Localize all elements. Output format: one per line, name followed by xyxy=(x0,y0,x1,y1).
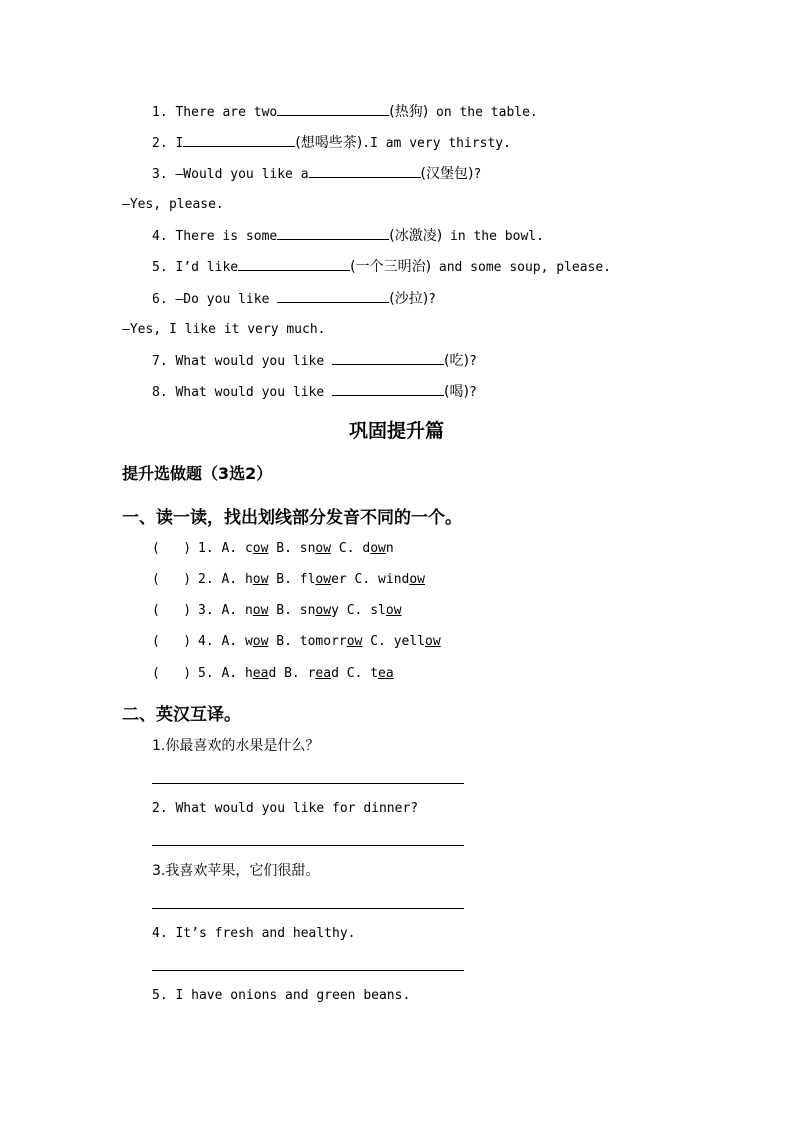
pronunciation-item-4: ( ) 4. A. wow B. tomorrow C. yellow xyxy=(152,634,441,649)
underlined-letters: ow xyxy=(252,541,269,556)
underlined-letters: ow xyxy=(315,572,332,587)
item-text: There are two xyxy=(175,105,278,120)
translate-item-4: 4. It’s fresh and healthy. xyxy=(152,926,356,941)
pronunciation-item-5: ( ) 5. A. head B. read C. tea xyxy=(152,666,394,681)
underlined-letters: ow xyxy=(315,603,332,618)
fill-item-5 xyxy=(152,258,611,277)
answer-bracket[interactable]: ( ) xyxy=(152,603,192,618)
word-part: wind xyxy=(378,572,410,587)
underlined-letters: ea xyxy=(252,666,269,681)
item-number: 4. xyxy=(152,229,168,244)
part2-heading: 二、英汉互译。 xyxy=(122,705,241,725)
answer-bracket[interactable]: ( ) xyxy=(152,666,192,681)
underlined-letters: ow xyxy=(370,541,386,556)
word-part: sl xyxy=(370,603,386,618)
chinese-hint: (冰激凌) xyxy=(389,228,443,244)
word-part: h xyxy=(244,572,253,587)
item-number: 2. xyxy=(152,136,168,151)
underlined-letters: ow xyxy=(425,634,441,649)
word-part: sn xyxy=(299,603,316,618)
word-part: tomorr xyxy=(299,634,347,649)
fill-item-2 xyxy=(152,134,511,153)
pronunciation-item-2: ( ) 2. A. how B. flower C. window xyxy=(152,572,426,587)
item-number: 7. xyxy=(152,354,168,369)
choice-heading: 提升选做题（3选2） xyxy=(122,464,273,483)
translate-item-1: 1.你最喜欢的水果是什么？ xyxy=(152,738,320,754)
answer-blank[interactable] xyxy=(277,227,389,240)
chinese-hint: (沙拉) xyxy=(389,291,429,307)
item-text: ? xyxy=(473,167,482,182)
word-part: w xyxy=(244,634,253,649)
answer-blank[interactable] xyxy=(309,165,421,178)
word-part: h xyxy=(244,666,253,681)
answer-line[interactable] xyxy=(152,783,464,784)
chinese-hint: (喝) xyxy=(444,384,469,400)
word-part: er xyxy=(331,572,347,587)
chinese-hint: (吃) xyxy=(444,353,469,369)
item-text: ? xyxy=(468,354,477,369)
dialog-reply: —Yes, I like it very much. xyxy=(122,322,326,337)
answer-blank[interactable] xyxy=(277,103,389,116)
underlined-letters: ea xyxy=(315,666,332,681)
word-part: y xyxy=(331,603,339,618)
underlined-letters: ow xyxy=(409,572,426,587)
item-number: 1. xyxy=(198,541,214,556)
item-text: I’d like xyxy=(175,260,239,275)
fill-item-6 xyxy=(152,290,436,309)
fill-item-4 xyxy=(152,227,544,246)
underlined-letters: ow xyxy=(315,541,332,556)
item-text: —Would you like a xyxy=(175,167,309,182)
chinese-hint: (想喝些茶) xyxy=(295,135,363,151)
item-text: ? xyxy=(468,385,477,400)
underlined-letters: ow xyxy=(346,634,363,649)
item-text: There is some xyxy=(175,229,278,244)
answer-blank[interactable] xyxy=(332,383,444,396)
word-part: sn xyxy=(299,541,316,556)
pronunciation-item-3: ( ) 3. A. now B. snowy C. slow xyxy=(152,603,402,618)
item-number: 3. xyxy=(198,603,214,618)
item-text: in the bowl. xyxy=(442,229,544,244)
item-number: 4. xyxy=(198,634,214,649)
item-text: ? xyxy=(428,292,436,307)
underlined-letters: ow xyxy=(252,603,269,618)
answer-bracket[interactable]: ( ) xyxy=(152,541,192,556)
item-number: 5. xyxy=(152,260,168,275)
part1-heading: 一、读一读，找出划线部分发音不同的一个。 xyxy=(122,508,462,528)
answer-blank[interactable] xyxy=(332,352,444,365)
translate-item-3: 3.我喜欢苹果，它们很甜。 xyxy=(152,863,320,879)
word-part: n xyxy=(385,541,394,556)
item-text: What would you like xyxy=(175,354,333,369)
item-number: 2. xyxy=(198,572,214,587)
answer-line[interactable] xyxy=(152,845,464,846)
answer-blank[interactable] xyxy=(183,134,295,147)
item-text: What would you like xyxy=(175,385,333,400)
item-number: 3. xyxy=(152,167,168,182)
word-part: d xyxy=(362,541,371,556)
answer-bracket[interactable]: ( ) xyxy=(152,572,192,587)
item-number: 1. xyxy=(152,105,168,120)
chinese-hint: (一个三明治) xyxy=(350,259,432,275)
underlined-letters: ea xyxy=(378,666,394,681)
word-part: d xyxy=(268,666,277,681)
fill-item-7 xyxy=(152,352,477,371)
underlined-letters: ow xyxy=(252,634,269,649)
item-number: 5. xyxy=(198,666,214,681)
answer-line[interactable] xyxy=(152,908,464,909)
word-part: r xyxy=(307,666,316,681)
dialog-reply: —Yes, please. xyxy=(122,197,224,212)
answer-line[interactable] xyxy=(152,970,464,971)
chinese-hint: (热狗) xyxy=(389,104,429,120)
item-number: 8. xyxy=(152,385,168,400)
item-number: 6. xyxy=(152,292,168,307)
item-text: I xyxy=(175,136,184,151)
section-title: 巩固提升篇 xyxy=(348,420,444,442)
word-part: yell xyxy=(393,634,426,649)
answer-blank[interactable] xyxy=(277,290,389,303)
fill-item-8 xyxy=(152,383,477,402)
word-part: t xyxy=(370,666,379,681)
item-text: on the table. xyxy=(428,105,538,120)
item-text: —Do you like xyxy=(175,292,278,307)
item-text: and some soup, please. xyxy=(431,260,612,275)
underlined-letters: ow xyxy=(252,572,269,587)
word-part: n xyxy=(244,603,253,618)
word-part: c xyxy=(244,541,253,556)
answer-bracket[interactable]: ( ) xyxy=(152,634,192,649)
translate-item-2: 2. What would you like for dinner? xyxy=(152,801,419,816)
pronunciation-item-1: ( ) 1. A. cow B. snow C. down xyxy=(152,541,394,556)
answer-blank[interactable] xyxy=(238,258,350,271)
translate-item-5: 5. I have onions and green beans. xyxy=(152,988,411,1003)
word-part: fl xyxy=(299,572,316,587)
fill-item-3 xyxy=(152,165,481,184)
fill-item-1 xyxy=(152,103,538,122)
underlined-letters: ow xyxy=(385,603,402,618)
item-text: .I am very thirsty. xyxy=(362,136,511,151)
word-part: d xyxy=(331,666,339,681)
chinese-hint: (汉堡包) xyxy=(420,166,474,182)
